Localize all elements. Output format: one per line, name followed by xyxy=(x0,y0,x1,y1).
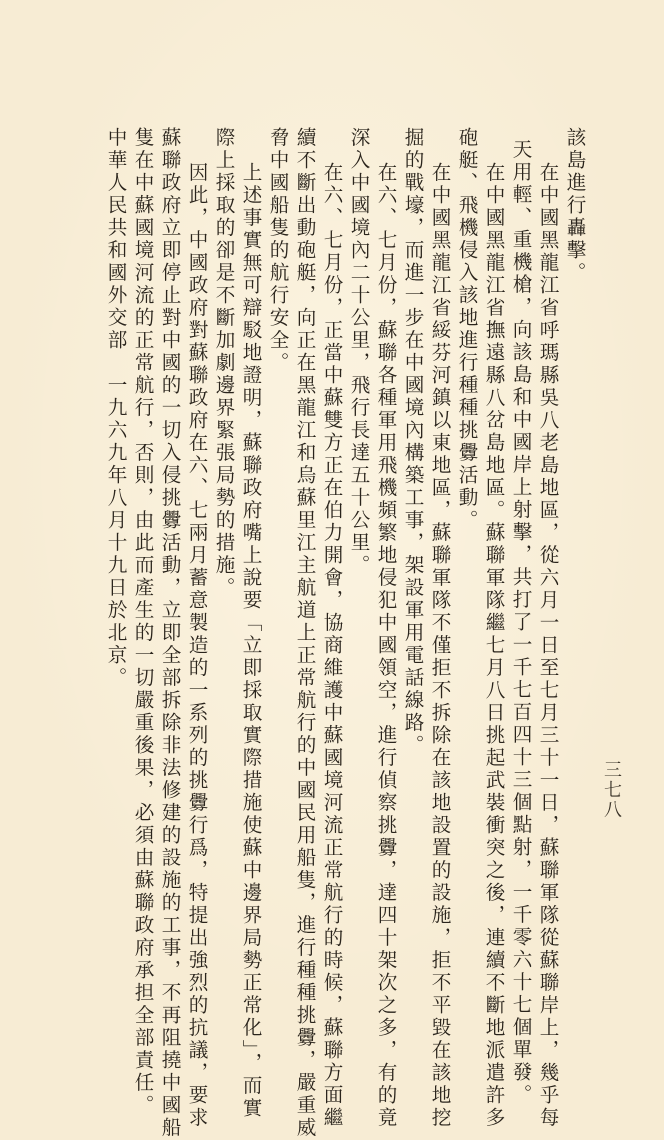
text-column-5: 砲艇、飛機侵入該地進行種種挑釁活動。 xyxy=(455,127,478,532)
signature-column: 中華人民共和國外交部 一九六九年八月十九日於北京。 xyxy=(104,127,127,690)
text-column-7: 掘的戰壕，而進一步在中國境內構築工事，架設軍用電話線路。 xyxy=(401,127,424,757)
text-column-4: 在中國黑龍江省撫遠縣八岔島地區。蘇聯軍隊繼七月八日挑起武裝衝突之後，連續不斷地派遣許多 xyxy=(482,162,505,1130)
text-column-16: 蘇聯政府立即停止對中國的一切入侵挑釁活動，立即全部拆除非法修建的設施的工事，不再阻撓中國船 xyxy=(158,127,181,1140)
text-column-8: 在六、七月份，蘇聯各種軍用飛機頻繁地侵犯中國領空，進行偵察挑釁，達四十架次之多，有的竟 xyxy=(374,162,397,1130)
text-column-6: 在中國黑龍江省綏芬河鎮以東地區，蘇聯軍隊不僅拒不拆除在該地設置的設施，拒不平毀在該地挖 xyxy=(428,162,451,1130)
text-column-15: 因此，中國政府對蘇聯政府在六、七兩月蓄意製造的一系列的挑釁行爲，特提出強烈的抗議，要求 xyxy=(185,162,208,1130)
text-column-10: 在六、七月份，正當中蘇雙方正在伯力開會，協商維護中蘇國境河流正常航行的時候，蘇聯方面繼 xyxy=(320,162,343,1130)
text-column-11: 續不斷出動砲艇，向正在黑龍江和烏蘇里江主航道上正常航行的中國民用船隻，進行種種挑釁，嚴重威 xyxy=(293,127,316,1140)
text-column-3: 天用輕、重機槍，向該島和中國岸上射擊，共打了一千七百四十三個點射，一千零六十七個單發。 xyxy=(509,139,532,1107)
text-column-1: 該島進行轟擊。 xyxy=(563,127,586,285)
text-column-12: 脅中國船隻的航行安全。 xyxy=(266,127,289,375)
text-column-17: 隻在中蘇國境河流的正常航行，否則，由此而產生的一切嚴重後果，必須由蘇聯政府承担全部責任。 xyxy=(131,127,154,1117)
text-column-14: 際上採取的卻是不斷加劇邊界緊張局勢的措施。 xyxy=(212,127,235,600)
text-column-13: 上述事實無可辯駁地證明，蘇聯政府嘴上說要「立即採取實際措施使蘇中邊界局勢正常化」，而實 xyxy=(239,162,262,1120)
page-number: 三七八 xyxy=(601,760,622,820)
text-column-2: 在中國黑龍江省呼瑪縣吳八老島地區，從六月一日至七月三十一日，蘇聯軍隊從蘇聯岸上，幾乎每 xyxy=(536,162,559,1130)
text-column-9: 深入中國境內二十公里，飛行長達五十公里。 xyxy=(347,127,370,577)
